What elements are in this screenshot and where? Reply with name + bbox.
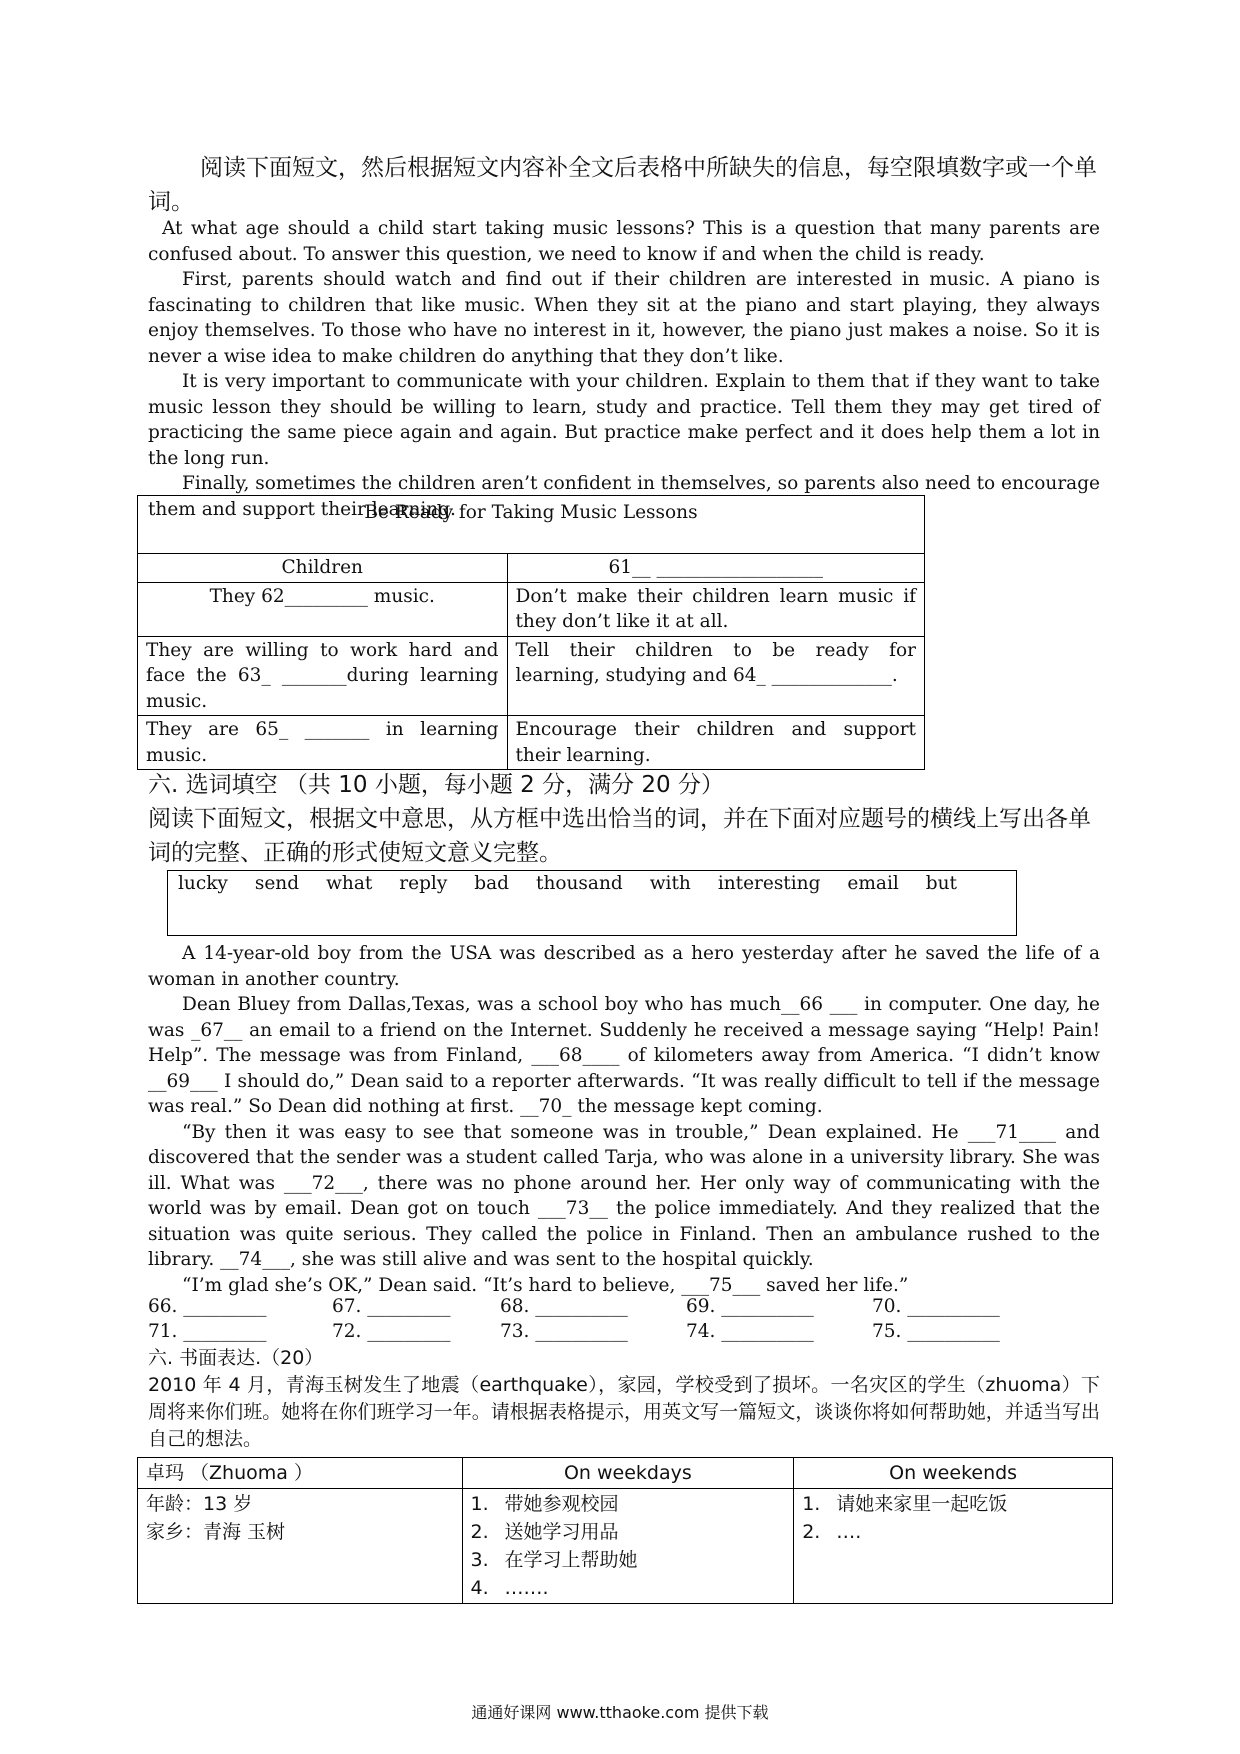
list-item: 3. 在学习上帮助她 — [470, 1549, 638, 1571]
table-cell: They are 65_ _______ in learning music. — [138, 716, 508, 770]
zhuoma-age: 年龄：13 岁 — [146, 1493, 253, 1515]
list-item: 1. 请她来家里一起吃饭 — [802, 1493, 1008, 1515]
section6-heading: 六. 选词填空 （共 10 小题，每小题 2 分，满分 20 分） — [148, 772, 724, 798]
reading-instruction: 阅读下面短文，然后根据短文内容补全文后表格中所缺失的信息，每空限填数字或一个单词。 — [148, 155, 1097, 215]
zhuoma-info-cell — [138, 1489, 463, 1604]
table-header-children: Children — [138, 554, 508, 583]
cloze-passage — [148, 941, 1100, 1298]
word-box-item: with — [649, 873, 691, 894]
weekends-cell — [794, 1489, 1113, 1604]
page-footer: 通通好课网 www.tthaoke.com 提供下载 — [471, 1703, 769, 1722]
section6-header — [148, 768, 1100, 870]
table-title: Be Ready for Taking Music Lessons — [138, 496, 925, 554]
reading-passage — [148, 216, 1100, 522]
table-cell: Encourage their children and support their learning. — [507, 716, 925, 770]
word-box — [167, 870, 1017, 936]
table-cell: They are willing to work hard and face the 63_ _______during learning music. — [138, 636, 508, 716]
answer-blank[interactable]: 72. _________ — [332, 1321, 451, 1342]
writing-prompt: 2010 年 4 月，青海玉树发生了地震（earthquake），家园，学校受到了损坏。一名灾区的学生（zhuoma）下周将来你们班。她将在你们班学习一年。请根据表格提示，用英文写一篇短文，谈谈你将如何帮助她，并适当写出自己的想法。 — [148, 1374, 1100, 1450]
table-header-weekdays: On weekdays — [462, 1458, 794, 1489]
word-box-item: thousand — [536, 873, 623, 894]
answer-blank[interactable]: 73. __________ — [500, 1321, 628, 1342]
answer-blank[interactable]: 75. __________ — [872, 1321, 1000, 1342]
music-lessons-table — [137, 495, 925, 770]
answer-blank[interactable]: 74. __________ — [686, 1321, 814, 1342]
answer-blank[interactable]: 68. __________ — [500, 1296, 628, 1317]
reading-paragraph: First, parents should watch and find out if their children are interested in music. A piano is fascinating to children that like music. When they sit at the piano and start playing, they always enjoy themselves. To those who have no interest in it, however, the piano just makes a noise. So it is never a wise idea to make children do anything that they don’t like. — [148, 269, 1100, 367]
answer-blank[interactable]: 67. _________ — [332, 1296, 451, 1317]
reading-instruction-block — [148, 151, 1100, 219]
cloze-paragraph: “I’m glad she’s OK,” Dean said. “It’s hard to believe, ___75___ saved her life.” — [182, 1274, 909, 1296]
reading-paragraph: Finally, sometimes the children aren’t confident in themselves, so parents also need to encourage them and support their learning. — [148, 473, 1100, 520]
table-cell: Tell their children to be ready for learning, studying and 64_ _____________. — [507, 636, 925, 716]
word-box-item: interesting — [717, 873, 821, 894]
word-box-item: send — [254, 873, 300, 894]
word-box-item: bad — [474, 873, 510, 894]
list-item: 2. …. — [802, 1521, 862, 1543]
zhuoma-hometown: 家乡：青海 玉树 — [146, 1521, 286, 1543]
table-header-weekends: On weekends — [794, 1458, 1113, 1489]
table-header-blank-61: 61__ __________________ — [507, 554, 925, 583]
word-box-item: lucky — [178, 873, 228, 894]
answer-blank[interactable]: 71. _________ — [148, 1321, 267, 1342]
answer-blank[interactable]: 66. _________ — [148, 1296, 267, 1317]
table-cell: They 62_________ music. — [138, 582, 508, 636]
cloze-paragraph: A 14-year-old boy from the USA was described as a hero yesterday after he saved the life of a woman in another country. — [148, 943, 1100, 990]
zhuoma-table — [137, 1457, 1113, 1604]
list-item: 4. ……. — [470, 1577, 549, 1599]
list-item: 1. 带她参观校园 — [470, 1493, 619, 1515]
word-box-item: but — [925, 873, 957, 894]
section6-instruction: 阅读下面短文，根据文中意思，从方框中选出恰当的词，并在下面对应题号的横线上写出各单词的完整、正确的形式使短文意义完整。 — [148, 806, 1091, 866]
weekdays-cell — [462, 1489, 794, 1604]
reading-paragraph: At what age should a child start taking music lessons? This is a question that many parents are confused about. To answer this question, we need to know if and when the child is ready. — [148, 218, 1100, 265]
writing-heading: 六. 书面表达.（20） — [148, 1347, 324, 1369]
answer-blank[interactable]: 69. __________ — [686, 1296, 814, 1317]
cloze-paragraph: “By then it was easy to see that someone was in trouble,” Dean explained. He ___71____ and discovered that the sender was a student called Tarja, who was alone in a university library. She was ill. What was ___72___, there was no phone around her. Her only way of communicating with the world was by email. Dean got on touch ___73__ the police immediately. And they realized that the situation was quite serious. They called the police in Finland. Then an ambulance rushed to the library. __74___, she was still alive and was sent to the hospital quickly. — [148, 1121, 1100, 1270]
table-header-zhuoma: 卓玛 （Zhuoma ） — [138, 1458, 463, 1489]
word-box-item: email — [847, 873, 899, 894]
word-box-item: what — [326, 873, 373, 894]
reading-paragraph: It is very important to communicate with your children. Explain to them that if they want to take music lesson they should be willing to learn, study and practice. Tell them they may get tired of practicing the same piece again and again. But practice make perfect and it does help them a lot in the long run. — [148, 371, 1100, 469]
writing-section — [148, 1345, 1100, 1453]
answer-blank[interactable]: 70. __________ — [872, 1296, 1000, 1317]
list-item: 2. 送她学习用品 — [470, 1521, 619, 1543]
table-cell: Don’t make their children learn music if they don’t like it at all. — [507, 582, 925, 636]
word-box-item: reply — [399, 873, 448, 894]
cloze-paragraph: Dean Bluey from Dallas,Texas, was a school boy who has much__66 ___ in computer. One day, he was _67__ an email to a friend on the Internet. Suddenly he received a message saying “Help! Pain! Help”. The message was from Finland, ___68____ of kilometers away from America. “I didn’t know __69___ I should do,” Dean said to a reporter afterwards. “It was really difficult to tell if the message was real.” So Dean did nothing at first. __70_ the message kept coming. — [148, 994, 1100, 1117]
